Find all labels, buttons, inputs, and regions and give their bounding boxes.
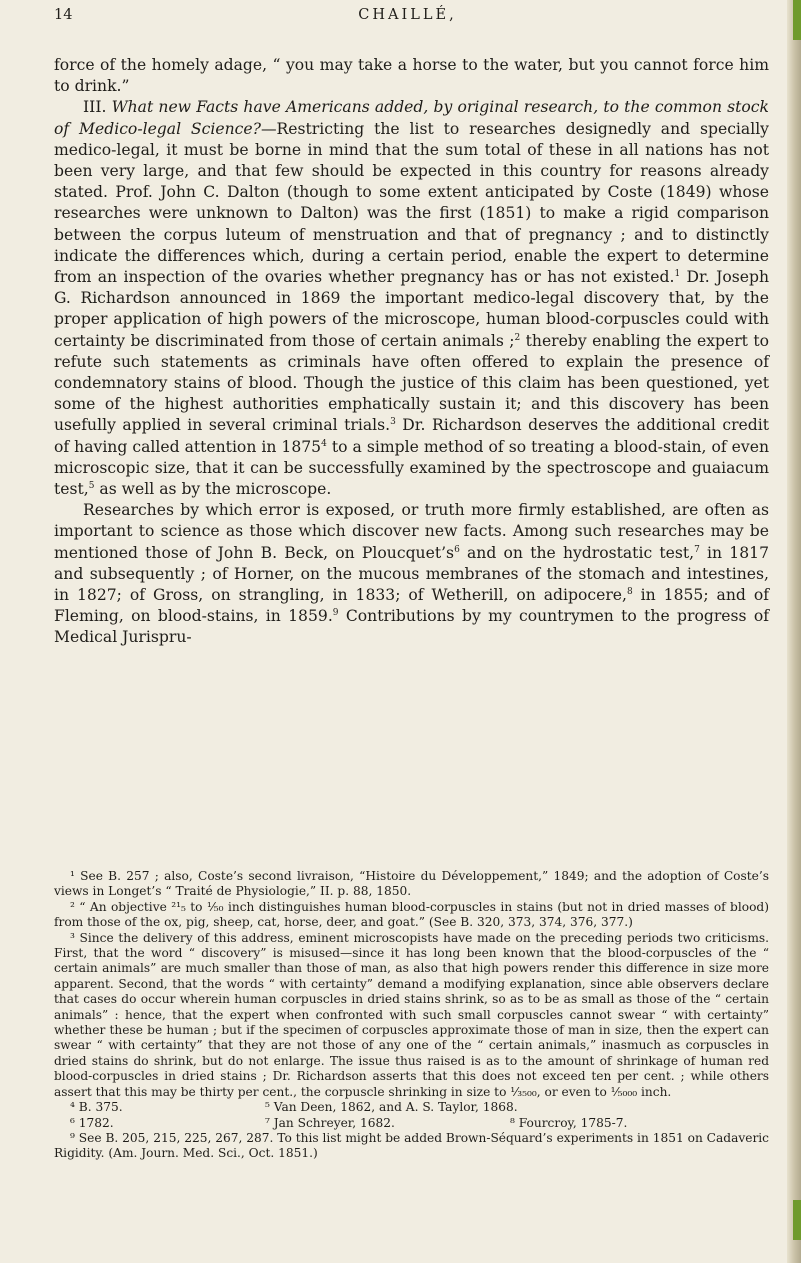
footnote-ref: 1: [674, 269, 681, 280]
paragraph-2-text-d: Dr. Richardson deserves the additional credit of having called attention in 1875: [54, 416, 769, 456]
page-header: [54, 4, 761, 28]
paragraph-2-text-a: —Restricting the list to researches designedly and specially medico-legal, it must be borne in mind that the sum total of these in all nations has not been very large, and that few should be expected in this country for reasons already stated. Prof. John C. Dalton (though to some extent anticipated by Coste (1849) whose researches were unknown to Dalton) was the first (1851) to make a rigid comparison between the corpus luteum of menstruation and that of pregnancy ; and to distinctly indicate the differences which, during a certain period, enable the expert to determine from an inspection of the ovaries whether pregnancy has or has not existed.: [54, 119, 769, 287]
running-head: CHAILLÉ,: [358, 7, 457, 23]
footnotes: [54, 869, 769, 1162]
paragraph-2-text-b: Dr. Joseph G. Richardson announced in 1869 the important medico-legal discovery that, by the proper application of high powers of the microscope, human blood-corpuscles could with certainty be discriminated from those of certain animals ;: [54, 268, 770, 350]
footnote-8: ⁸ Fourcroy, 1785-7.: [510, 1115, 628, 1130]
footnote-ref: 9: [332, 608, 339, 619]
paragraph-3-text-c: in 1817 and subsequently ; of Horner, on the mucous membranes of the stomach and intestines, in 1827; of Gross, on strangling, in 1833; of Wetherill, on adipocere,: [54, 543, 769, 605]
body-text: [54, 55, 769, 649]
footnote-7: ⁷ Jan Schreyer, 1682.: [265, 1115, 395, 1130]
paragraph-2-text-e: to a simple method of so treating a blood-stain, of even microscopic size, that it can be successfully examined by the spectroscope and guaiacum test,: [54, 437, 769, 499]
footnote-1: ¹ See B. 257 ; also, Coste’s second livraison, “Histoire du Développement,” 1849; and the adoption of Coste’s views in Longet’s “ Traité de Physiologie,” II. p. 88, 1850.: [54, 869, 769, 899]
paragraph-3-text-b: and on the hydrostatic test,: [459, 543, 695, 562]
binding-tab-marker: [793, 0, 801, 40]
footnote-9: ⁹ See B. 205, 215, 225, 267, 287. To this list might be added Brown-Séquard’s experiments in 1851 on Cadaveric Rigidity. (Am. Journ. Med. Sci., Oct. 1851.): [54, 1130, 769, 1161]
footnote-ref: 3: [390, 417, 396, 428]
footnote-ref: 4: [321, 438, 327, 449]
section-title: What new Facts have Americans added, by original research, to the common stock of Medico-legal Science?: [54, 98, 769, 138]
footnote-ref: 8: [627, 587, 633, 598]
paragraph-2: [54, 97, 769, 500]
footnote-6: ⁶ 1782.: [70, 1115, 114, 1130]
page-number: 14: [54, 7, 73, 23]
paragraph-3: [54, 500, 769, 648]
paragraph-3-text-e: Contributions by my countrymen to the progress of Medical Jurispru-: [54, 607, 769, 647]
footnote-row-4-5: [54, 1100, 769, 1115]
paragraph-3-text-d: in 1855; and of Fleming, on blood-stains, in 1859.: [54, 586, 769, 626]
paragraph-2-text-c: thereby enabling the expert to refute such statements as criminals have often offered to explain the presence of condemnatory stains of blood. Though the justice of this claim has been questioned, yet some of the highest authorities emphatically sustain it; and this discovery has been usefully applied in several criminal trials.: [54, 331, 770, 435]
section-number: III.: [83, 98, 107, 117]
paragraph-2-text-f: as well as by the microscope.: [94, 480, 332, 499]
paragraph-1: force of the homely adage, “ you may take a horse to the water, but you cannot force him to drink.”: [54, 56, 769, 96]
footnote-5: ⁵ Van Deen, 1862, and A. S. Taylor, 1868.: [265, 1100, 518, 1115]
footnote-ref: 6: [454, 544, 460, 555]
footnote-ref: 5: [88, 481, 95, 492]
footnote-3: ³ Since the delivery of this address, eminent microscopists have made on the preceding periods two criticisms. First, that the word “ discovery” is misused—since it has long been known that the blood-corpuscles of the “ certain animals” are much smaller than those of man, as also that high powers render this difference in size more apparent. Second, that the words “ with certainty” demand a modifying explanation, since able observers declare that cases do occur wherein human corpuscles in dried stains shrink, so as to be as small as those of the “ certain animals” : hence, that the expert when confronted with such small corpuscles cannot swear “ with certainty” whether these be human ; but if the specimen of corpuscles approximate those of man in size, then the expert can swear “ with certainty” that they are not those of any one of the “ certain animals,” inasmuch as corpuscles in dried stains do shrink, but do not enlarge. The issue thus raised is as to the amount of shrinkage of human red blood-corpuscles in dried stains ; Dr. Richardson asserts that this does not exceed ten per cent. ; while others assert that this may be thirty per cent., the corpuscle shrinking in size to ⅟₃₅₀₀, or even to ⅟₅₀₀₀ inch.: [54, 930, 769, 1099]
footnote-row-6-8: [54, 1116, 769, 1131]
paragraph-3-text-a: Researches by which error is exposed, or truth more firmly established, are often as important to science as those which discover new facts. Among such researches may be mentioned those of John B. Beck, on Ploucquet’s: [54, 501, 769, 562]
footnote-ref: 7: [694, 544, 700, 555]
footnote-2: ² “ An objective ²¹₅ to ⅟₅₀ inch distinguishes human blood-corpuscles in stains (but not in dried masses of blood) from those of the ox, pig, sheep, cat, horse, deer, and goat.” (See B. 320, 373, 374, 376, 377.): [54, 899, 769, 930]
binding-tab-marker: [793, 1200, 801, 1240]
footnote-4: ⁴ B. 375.: [70, 1100, 123, 1115]
footnote-ref: 2: [514, 332, 521, 343]
binding-edge: [787, 0, 801, 1263]
